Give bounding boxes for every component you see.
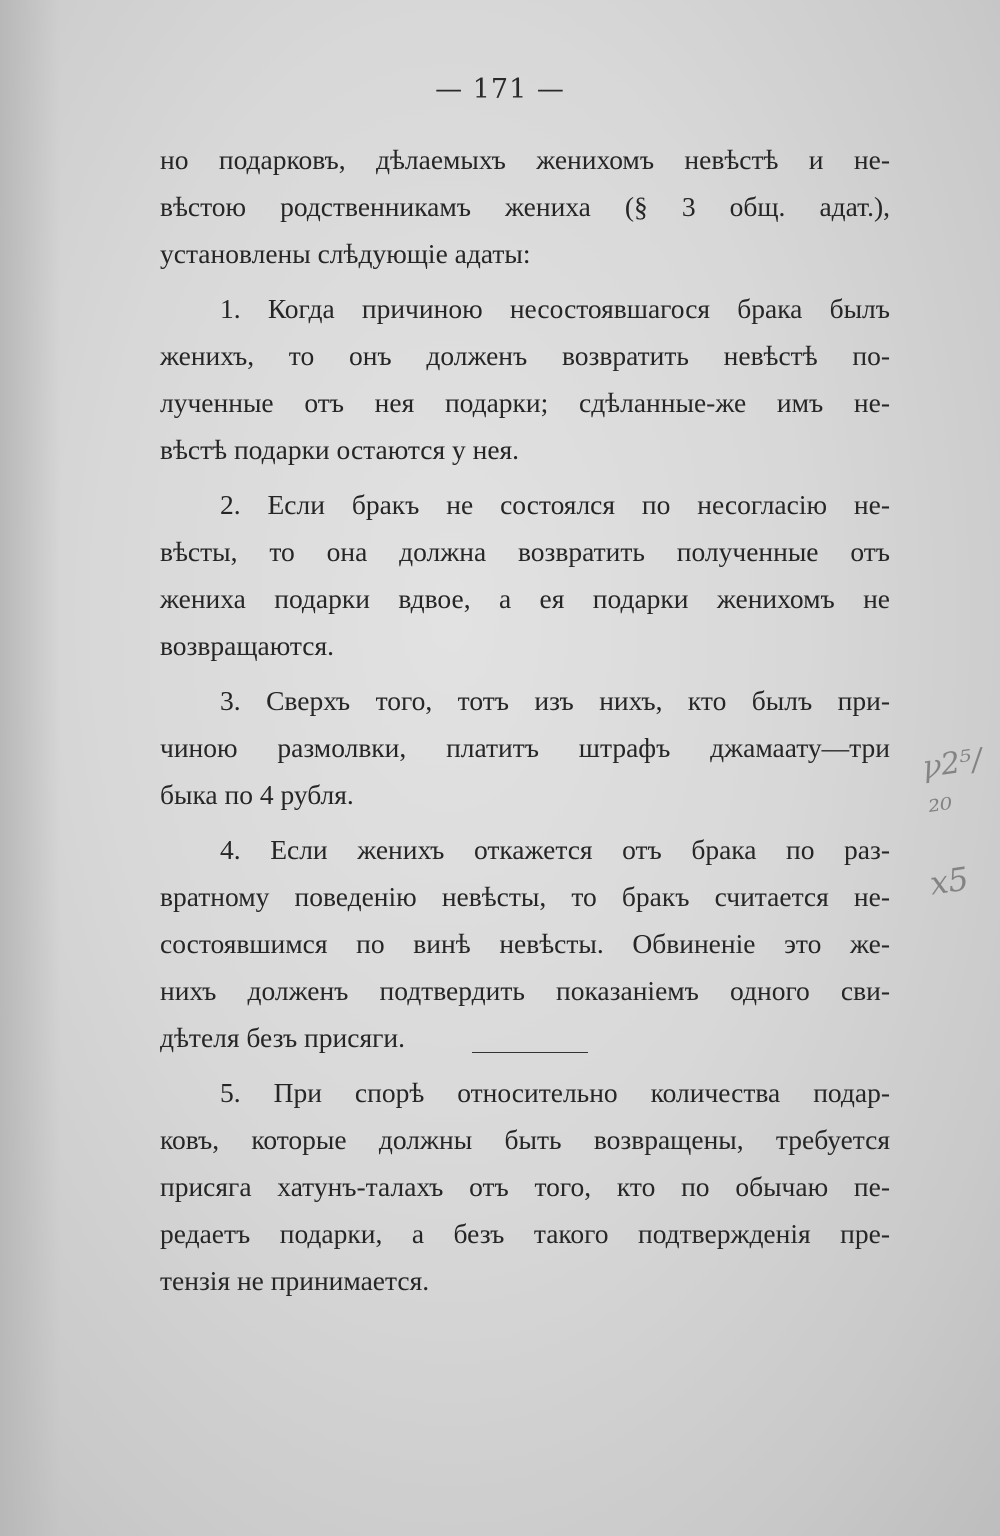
page-gutter-shadow — [0, 0, 60, 1536]
text-line: быка по 4 рубля. — [160, 779, 354, 810]
text-line: чиною размолвки, платитъ штрафъ джамаату—три — [160, 732, 890, 763]
text-line: возвращаются. — [160, 630, 334, 661]
text-line: жениха подарки вдвое, а ея подарки женихомъ не — [160, 583, 890, 614]
page-number: — 171 — — [435, 74, 565, 105]
text-line: присяга хатунъ-талахъ отъ того, кто по обычаю пе- — [160, 1171, 890, 1202]
paragraph-first-line: 4. Если женихъ откажется отъ брака по раз- — [220, 834, 890, 865]
text-line: но подарковъ, дѣлаемыхъ женихомъ невѣстѣ и не- — [160, 144, 890, 175]
handwritten-margin-note: x5 — [927, 859, 971, 903]
text-line: нихъ долженъ подтвердить показаніемъ одного сви- — [160, 975, 890, 1006]
section-divider-rule — [472, 1052, 588, 1053]
text-line: дѣтеля безъ присяги. — [160, 1022, 405, 1053]
text-line: вѣсты, то она должна возвратить полученные отъ — [160, 536, 890, 567]
text-line: вратному поведенію невѣсты, то бракъ считается не- — [160, 881, 890, 912]
text-line: установлены слѣдующіе адаты: — [160, 238, 531, 269]
paragraph-first-line: 3. Сверхъ того, тотъ изъ нихъ, кто былъ при- — [220, 685, 890, 716]
text-line: вѣстѣ подарки остаются у нея. — [160, 434, 520, 465]
text-line: тензія не принимается. — [160, 1265, 430, 1296]
paragraph-first-line: 1. Когда причиною несостоявшагося брака былъ — [220, 293, 890, 324]
text-line: вѣстою родственникамъ жениха (§ 3 общ. адат.), — [160, 191, 890, 222]
text-line: ковъ, которые должны быть возвращены, требуется — [160, 1124, 890, 1155]
body-text — [160, 136, 890, 1304]
text-line: лученные отъ нея подарки; сдѣланные-же имъ не- — [160, 387, 890, 418]
text-line: женихъ, то онъ долженъ возвратить невѣстѣ по- — [160, 340, 890, 371]
text-line: состоявшимся по винѣ невѣсты. Обвиненіе это же- — [160, 928, 890, 959]
handwritten-margin-note: ꝩ2⁵/₂₀ — [920, 742, 985, 820]
paragraph-first-line: 5. При спорѣ относительно количества подар- — [220, 1077, 890, 1108]
paragraph-first-line: 2. Если бракъ не состоялся по несогласію не- — [220, 489, 890, 520]
text-line: редаетъ подарки, а безъ такого подтвержденія пре- — [160, 1218, 890, 1249]
